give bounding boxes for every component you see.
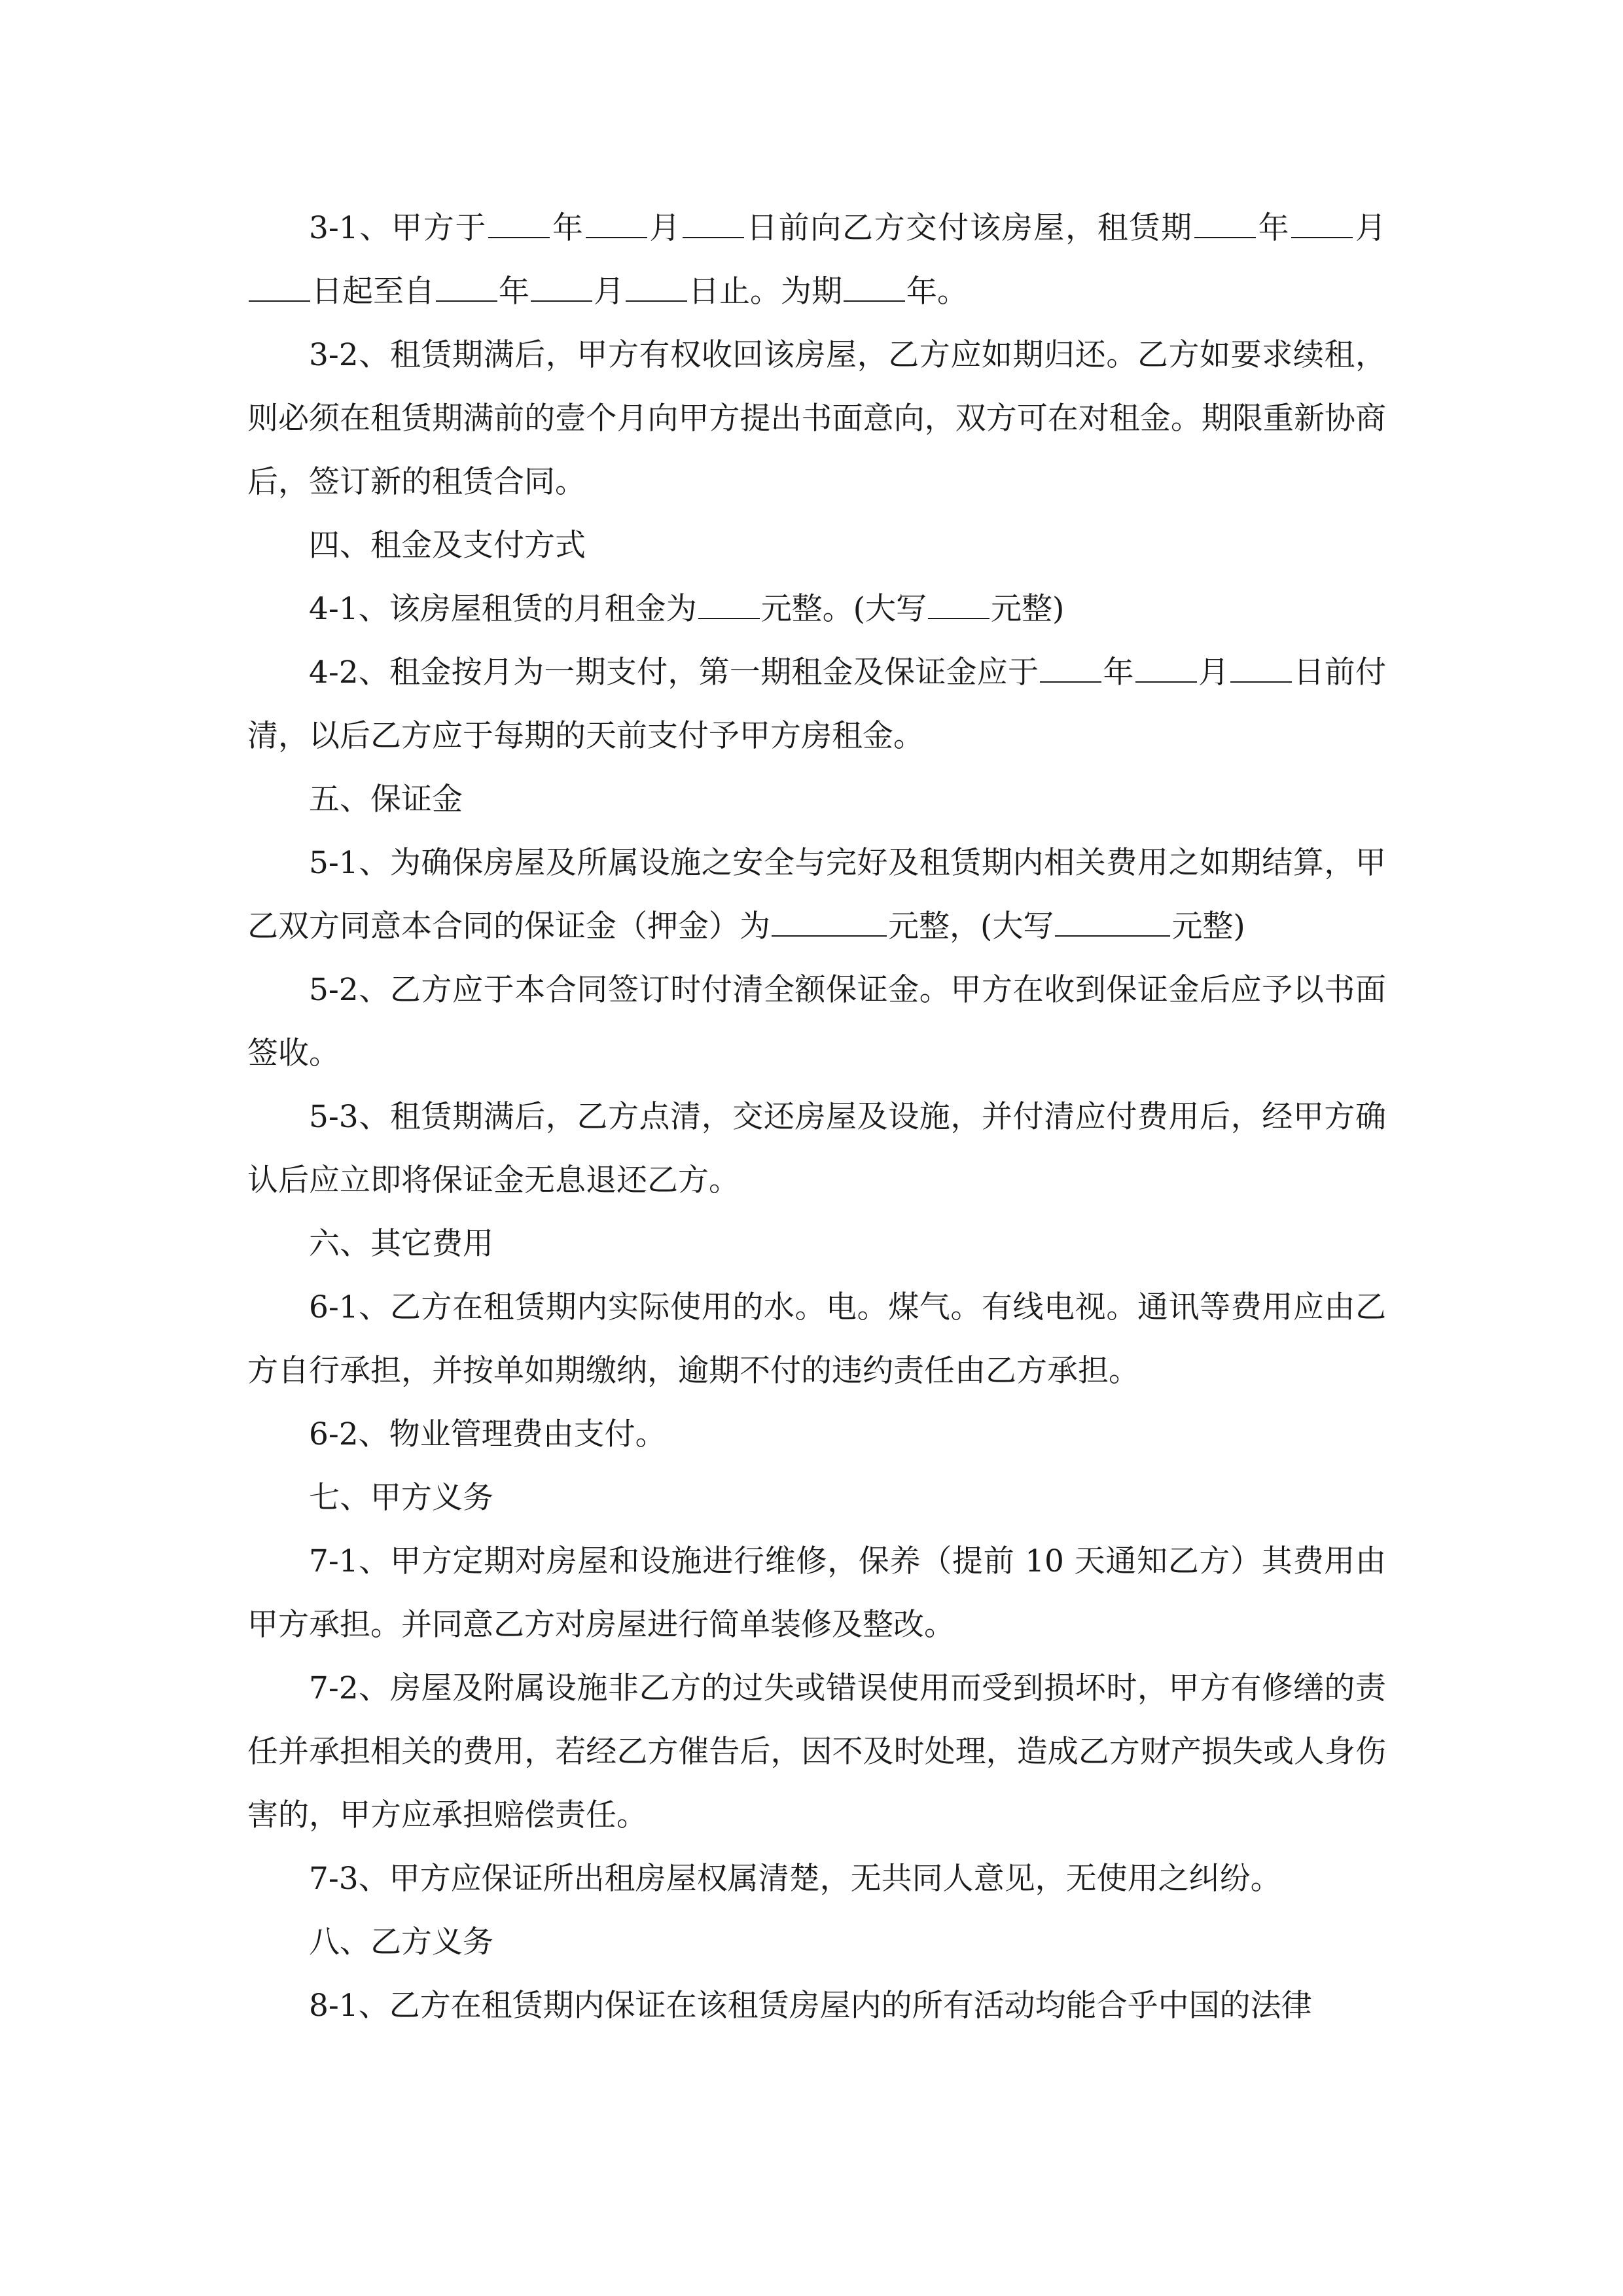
clause-3-1-text: 年 bbox=[499, 274, 529, 310]
clause-4-2-text: 月 bbox=[1198, 655, 1230, 691]
clause-4-2-text: 年 bbox=[1103, 655, 1134, 691]
clause-3-1-text: 月 bbox=[1354, 210, 1387, 246]
document-body bbox=[247, 196, 1386, 2037]
clause-5-1 bbox=[247, 831, 1386, 958]
clause-4-2 bbox=[247, 641, 1386, 768]
blank-field bbox=[844, 300, 905, 302]
blank-field bbox=[488, 236, 550, 238]
blank-field bbox=[1055, 935, 1170, 937]
section-heading-8: 八、乙方义务 bbox=[309, 1924, 493, 1960]
clause-3-1-text: 年。 bbox=[906, 274, 968, 310]
clause-8-1: 8-1、乙方在租赁期内保证在该租赁房屋内的所有活动均能合乎中国的法律 bbox=[309, 1988, 1312, 2024]
blank-field bbox=[1194, 236, 1256, 238]
clause-7-3: 7-3、甲方应保证所出租房屋权属清楚，无共同人意见，无使用之纠纷。 bbox=[309, 1861, 1281, 1897]
clause-3-2: 3-2、租赁期满后，甲方有权收回该房屋，乙方应如期归还。乙方如要求续租，则必须在租赁期满前的壹个月向甲方提出书面意向，双方可在对租金。期限重新协商后，签订新的租赁合同。 bbox=[247, 337, 1386, 500]
blank-field bbox=[1291, 236, 1353, 238]
clause-4-1 bbox=[247, 577, 1386, 641]
clause-5-1-text: 元整，(大写 bbox=[888, 908, 1054, 944]
clause-6-2: 6-2、物业管理费由支付。 bbox=[309, 1416, 666, 1452]
clause-5-2: 5-2、乙方应于本合同签订时付清全额保证金。甲方在收到保证金后应予以书面签收。 bbox=[247, 972, 1386, 1071]
clause-4-1-text: 元整) bbox=[991, 591, 1065, 627]
clause-3-1-text: 年 bbox=[1257, 210, 1291, 246]
blank-field bbox=[1230, 681, 1292, 683]
clause-4-1-text: 4-1、该房屋租赁的月租金为 bbox=[309, 591, 697, 627]
clause-4-2-text: 4-2、租金按月为一期支付，第一期租金及保证金应于 bbox=[309, 655, 1039, 691]
clause-3-1-text: 月 bbox=[594, 274, 624, 310]
section-heading-7: 七、甲方义务 bbox=[309, 1480, 493, 1516]
clause-5-1-text: 元整) bbox=[1171, 908, 1245, 944]
clause-4-1-text: 元整。(大写 bbox=[760, 591, 927, 627]
blank-field bbox=[1135, 681, 1197, 683]
clause-3-1-text: 日前向乙方交付该房屋，租赁期 bbox=[745, 210, 1193, 246]
clause-3-1-text: 日起至自 bbox=[312, 274, 435, 310]
clause-5-1-text: 5-1、为确保房屋及所属设施之安全与完好及租赁期内相关费用之如期结算，甲乙双方同意本合同的保证金（押金）为 bbox=[247, 845, 1386, 944]
blank-field bbox=[698, 617, 760, 619]
clause-3-1-text: 年 bbox=[551, 210, 584, 246]
blank-field bbox=[249, 300, 310, 302]
clause-7-2: 7-2、房屋及附属设施非乙方的过失或错误使用而受到损坏时，甲方有修缮的责任并承担相关的费用，若经乙方催告后，因不及时处理，造成乙方财产损失或人身伤害的，甲方应承担赔偿责任。 bbox=[247, 1670, 1386, 1833]
section-heading-6: 六、其它费用 bbox=[309, 1226, 493, 1262]
clause-3-1-text: 3-1、甲方于 bbox=[309, 210, 488, 246]
clause-6-1: 6-1、乙方在租赁期内实际使用的水。电。煤气。有线电视。通讯等费用应由乙方自行承担，并按单如期缴纳，逾期不付的违约责任由乙方承担。 bbox=[247, 1289, 1386, 1389]
clause-4-2-text: 日前付清，以后乙方应于每期的天前支付予甲方房租金。 bbox=[247, 655, 1387, 754]
clause-3-1-text: 日止。为期 bbox=[688, 274, 842, 310]
clause-5-3: 5-3、租赁期满后，乙方点清，交还房屋及设施，并付清应付费用后，经甲方确认后应立即将保证金无息退还乙方。 bbox=[247, 1099, 1386, 1198]
blank-field bbox=[1040, 681, 1101, 683]
blank-field bbox=[683, 236, 744, 238]
clause-7-1: 7-1、甲方定期对房屋和设施进行维修，保养（提前 10 天通知乙方）其费用由甲方承担。并同意乙方对房屋进行简单装修及整改。 bbox=[247, 1543, 1386, 1643]
blank-field bbox=[772, 935, 887, 937]
blank-field bbox=[928, 617, 990, 619]
section-heading-5: 五、保证金 bbox=[309, 781, 463, 817]
section-heading-4: 四、租金及支付方式 bbox=[309, 528, 586, 564]
blank-field bbox=[626, 300, 687, 302]
clause-3-1 bbox=[247, 196, 1386, 323]
clause-3-1-text: 月 bbox=[648, 210, 682, 246]
blank-field bbox=[586, 236, 647, 238]
blank-field bbox=[436, 300, 497, 302]
blank-field bbox=[531, 300, 592, 302]
